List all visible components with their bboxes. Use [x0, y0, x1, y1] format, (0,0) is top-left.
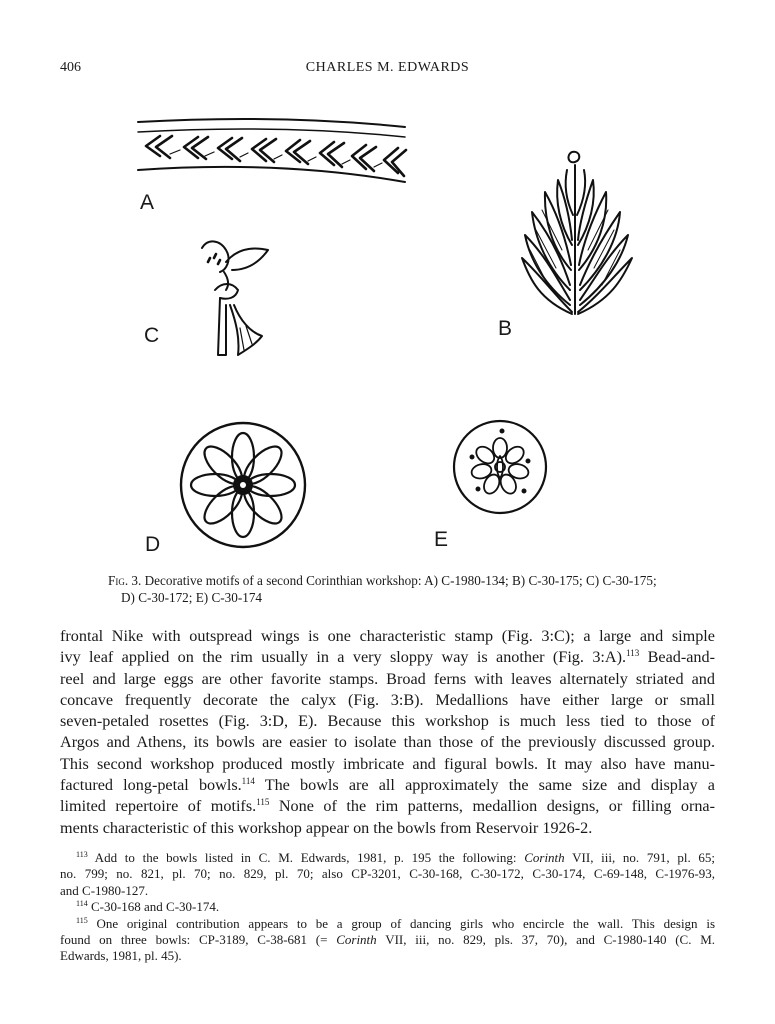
footnote-113: $^{113}$ Add to the bowls listed in C. M. Edwards, 1981, p. 195 the following: Corinth VII, iii, no. 791, pl. 65;: [76, 850, 716, 865]
footnote-113-line-3: and C-1980-127.: [60, 882, 149, 898]
fig-label-b: B: [498, 317, 513, 340]
motif-d-rosette-drawing: [181, 423, 305, 547]
text-line: limited repertoire of motifs.$^{115}$ None of the rim patterns, medallion designs, or filling orna-: [60, 797, 716, 816]
fig-label-c: C: [144, 324, 160, 347]
motif-a-ivy-rim-drawing: [138, 119, 406, 182]
text-line: seven-petaled rosettes (Fig. 3:D, E). Because this workshop is much less tied to those of: [60, 712, 715, 731]
footnote-ref: 114: [241, 776, 255, 787]
text-line: ivy leaf applied on the rim usually in a very sloppy way is another (Fig. 3:A).$^{113}$ Bead-and-: [60, 648, 715, 667]
page-number: 406: [60, 60, 81, 75]
running-head: CHARLES M. EDWARDS: [305, 60, 470, 75]
figure-caption: [108, 572, 720, 606]
body-paragraph: [60, 626, 715, 839]
fig-label-a: A: [140, 191, 155, 214]
text-line: factured long-petal bowls.$^{114}$ The bowls are all approximately the same size and display a: [60, 776, 715, 795]
text-line: frontal Nike with outspread wings is one characteristic stamp (Fig. 3:C); a large and simple: [60, 627, 715, 645]
footnote-113-line-2: no. 799; no. 821, pl. 70; no. 829, pl. 70; also CP-3201, C-30-168, C-30-172, C-30-174, C-69-148, C-1976-93,: [60, 866, 715, 882]
figure-drawings: [0, 100, 775, 570]
caption-text: Decorative motifs of a second Corinthian workshop: A) C-1980-134; B) C-30-175; C) C-30-175;: [144, 573, 657, 588]
caption-line-2: D) C-30-172; E) C-30-174: [121, 590, 263, 605]
motif-e-rosette-drawing: [454, 421, 546, 513]
fig-label-e: E: [434, 528, 449, 551]
footnote-ref: 115: [256, 797, 270, 808]
text-line: ments characteristic of this workshop appear on the bowls from Reservoir 1926-2.: [60, 818, 593, 837]
motif-c-nike-drawing: [202, 241, 268, 355]
text-line: Argos and Athens, its bowls are easier to isolate than those of the previously discussed group.: [60, 733, 715, 752]
text-line: This second workshop produced mostly imbricate and figural bowls. It may also have manu-: [60, 754, 715, 773]
text-line: concave frequently decorate the calyx (Fig. 3:B). Medallions have either large or small: [60, 690, 715, 709]
footnote-114: $^{114}$ C-30-168 and C-30-174.: [76, 899, 220, 915]
fig-label-d: D: [145, 533, 161, 556]
footnotes: [60, 850, 715, 965]
motif-b-fern-drawing: [522, 152, 632, 314]
figure-3: [0, 100, 775, 570]
caption-label: Fig. 3.: [108, 573, 142, 588]
caption-line-1: [108, 572, 720, 589]
text-line: reel and large eggs are other favorite stamps. Broad ferns with leaves alternately striated and: [60, 669, 715, 688]
footnote-115-line-2: found on three bowls: CP-3189, C-38-681 (= Corinth VII, iii, no. 829, pls. 37, 70), and C-1980-140 (C. M.: [60, 932, 716, 948]
footnote-ref: 113: [626, 648, 640, 659]
footnote-115: $^{115}$ One original contribution appears to be a group of dancing girls who encircle the wall. This design is: [76, 915, 715, 931]
footnote-115-line-3: Edwards, 1981, pl. 45).: [60, 948, 182, 964]
